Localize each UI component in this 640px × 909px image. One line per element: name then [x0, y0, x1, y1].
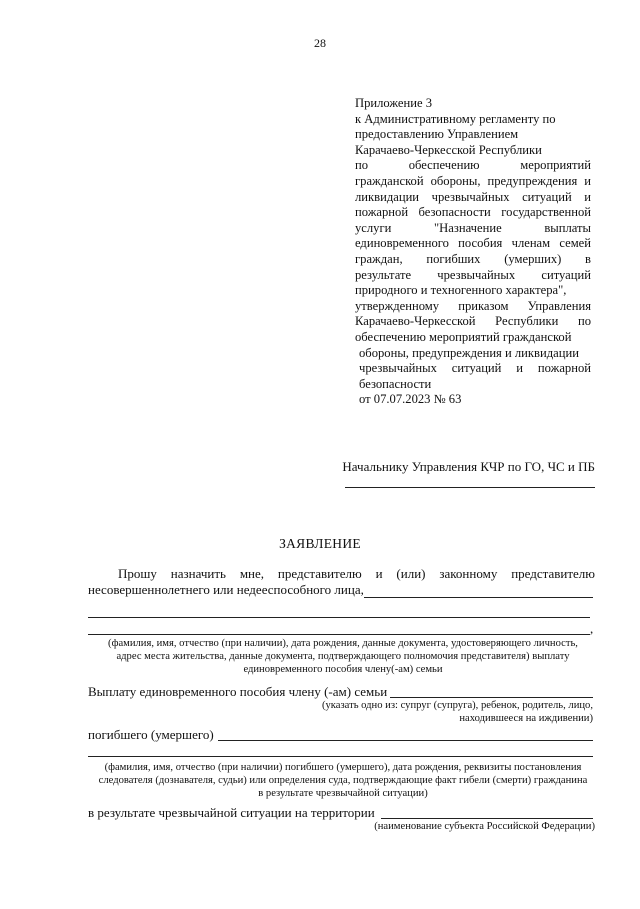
comma-mark: ,	[590, 621, 594, 636]
appendix-line: гражданской обороны, предупреждения и	[355, 173, 591, 188]
territory-field-line[interactable]	[381, 818, 593, 819]
appendix-line: утвержденному приказом Управления	[355, 298, 591, 313]
appendix-line: обеспечению мероприятий гражданской	[355, 329, 572, 344]
deceased-caption: (фамилия, имя, отчество (при наличии) погибшего (умершего), дата рождения, реквизиты постановления следователя (дознавателя, судьи) или определения суда, подтверждающие факт гибели (смерти) гражданина в результате чрезвычайной ситуации)	[98, 762, 588, 800]
request-line-2: несовершеннолетнего или недееспособного лица,	[88, 582, 364, 597]
appendix-line: граждан, погибших (умерших) в	[355, 251, 591, 266]
applicant-caption: (фамилия, имя, отчество (при наличии), дата рождения, данные документа, удостоверяющего личность, адрес места жительства, данные документа, подтверждающего полномочия представителя) выплату единовременного пособия члену(-ам) семьи	[108, 638, 578, 676]
appendix-line: обороны, предупреждения и ликвидации	[359, 345, 579, 360]
appendix-line: к Административному регламенту по	[355, 111, 556, 126]
addressee-signature-line[interactable]	[345, 487, 595, 488]
appendix-line: ликвидации чрезвычайных ситуаций и	[355, 189, 591, 204]
appendix-line: Карачаево-Черкесской Республики	[355, 142, 542, 157]
appendix-line: чрезвычайных ситуаций и пожарной	[359, 361, 591, 376]
deceased-label: погибшего (умершего)	[88, 727, 214, 742]
appendix-block	[355, 96, 591, 408]
appendix-line: предоставлению Управлением	[355, 127, 519, 142]
deceased-field-line-1[interactable]	[218, 740, 593, 741]
addressee: Начальнику Управления КЧР по ГО, ЧС и ПБ	[342, 459, 595, 474]
appendix-line: пожарной безопасности государственной	[355, 205, 591, 220]
family-member-caption: (указать одно из: супруг (супруга), ребенок, родитель, лицо, находившееся на иждивении)	[321, 700, 593, 725]
applicant-field-line-1[interactable]	[364, 597, 593, 598]
appendix-line: единовременного пособия членам семей	[355, 236, 591, 251]
deceased-field-line-2[interactable]	[88, 756, 593, 757]
appendix-line: услуги "Назначение выплаты	[355, 220, 591, 235]
appendix-line: Приложение 3	[355, 96, 433, 110]
appendix-line: от 07.07.2023 № 63	[359, 392, 462, 407]
document-title: ЗАЯВЛЕНИЕ	[279, 536, 361, 551]
appendix-line: безопасности	[359, 376, 432, 391]
payment-label: Выплату единовременного пособия члену (-ам) семьи	[88, 684, 388, 699]
appendix-line: природного и техногенного характера",	[355, 283, 567, 298]
appendix-line: результате чрезвычайных ситуаций	[355, 267, 591, 282]
page-number: 28	[314, 36, 326, 50]
territory-label: в результате чрезвычайной ситуации на территории	[88, 805, 375, 820]
applicant-field-line-2[interactable]	[88, 617, 590, 618]
family-member-field-line[interactable]	[390, 697, 593, 698]
request-line-1: Прошу назначить мне, представителю и (или) законному представителю	[118, 566, 595, 581]
appendix-line: Карачаево-Черкесской Республики по	[355, 314, 591, 329]
territory-caption: (наименование субъекта Российской Федерации)	[374, 821, 595, 832]
applicant-field-line-3[interactable]	[88, 634, 590, 635]
appendix-line: по обеспечению мероприятий	[355, 158, 591, 173]
